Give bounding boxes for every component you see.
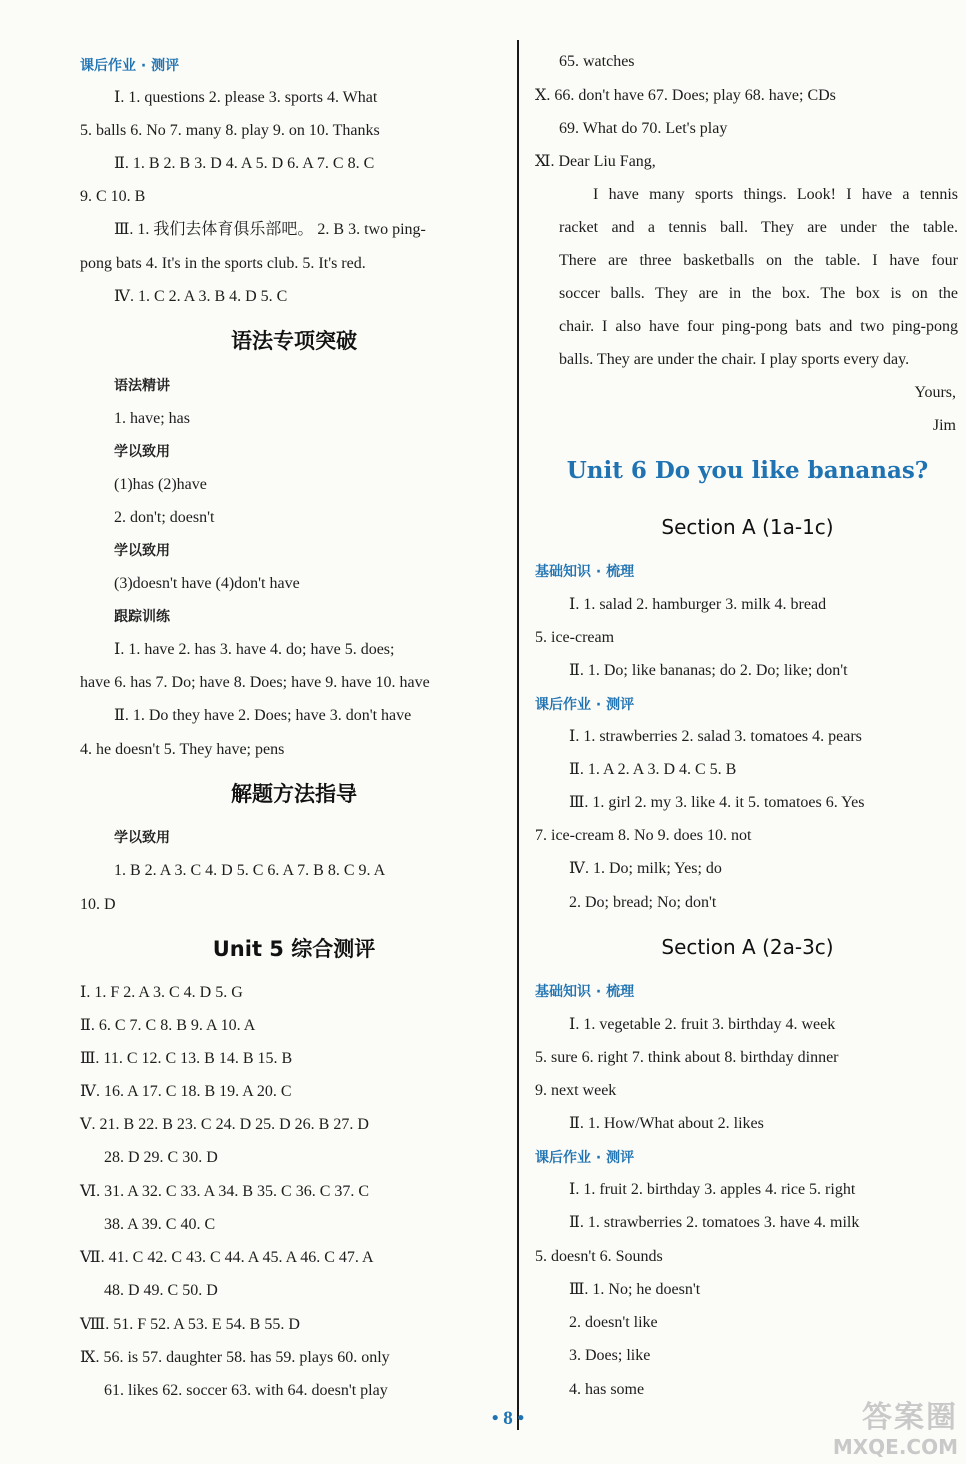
category-label: 课后作业 · 测评 — [535, 697, 635, 713]
answer-line: Ⅺ. Dear Liu Fang, — [535, 153, 656, 170]
answer-line: Ⅰ. 1. F 2. A 3. C 4. D 5. G — [80, 984, 243, 1001]
sub-heading: 学以致用 — [114, 543, 170, 559]
category-label: 课后作业 · 测评 — [535, 1150, 635, 1166]
letter-line: I have many sports things. Look! I have a tennis — [593, 186, 958, 203]
answer-line: 2. Do; bread; No; don't — [569, 894, 717, 911]
watermark-cn: 答案圈 — [862, 1400, 958, 1435]
category-label: 课后作业 · 测评 — [80, 58, 180, 74]
letter-closing: Yours, — [914, 384, 956, 401]
answer-line: Ⅳ. 16. A 17. C 18. B 19. A 20. C — [80, 1083, 292, 1100]
answer-line: 4. has some — [569, 1381, 645, 1398]
answer-line: have 6. has 7. Do; have 8. Does; have 9. have 10. have — [80, 674, 430, 691]
section-heading: Unit 5 综合测评 — [212, 937, 376, 961]
answer-line: 65. watches — [559, 53, 635, 70]
answer-line: Ⅸ. 56. is 57. daughter 58. has 59. plays 60. only — [80, 1349, 390, 1366]
letter-line: There are three basketballs on the table. I have four — [559, 252, 958, 269]
watermark-en: MXQE.COM — [832, 1435, 958, 1459]
answer-line: Ⅶ. 41. C 42. C 43. C 44. A 45. A 46. C 47. A — [80, 1249, 374, 1266]
answer-line: 28. D 29. C 30. D — [104, 1149, 218, 1166]
answer-line: Ⅰ. 1. fruit 2. birthday 3. apples 4. rice 5. right — [569, 1181, 856, 1198]
unit-title: Unit 6 Do you like bananas? — [566, 457, 929, 484]
answer-line: 5. sure 6. right 7. think about 8. birthday dinner — [535, 1049, 839, 1066]
answer-line: (1)has (2)have — [114, 476, 207, 493]
answer-line: Ⅲ. 11. C 12. C 13. B 14. B 15. B — [80, 1050, 293, 1067]
letter-signature: Jim — [932, 417, 956, 434]
answer-line: Ⅱ. 1. Do they have 2. Does; have 3. don't have — [114, 707, 412, 724]
answer-line: 7. ice-cream 8. No 9. does 10. not — [535, 827, 752, 844]
category-label: 基础知识 · 梳理 — [535, 984, 635, 1000]
answer-line: Ⅰ. 1. salad 2. hamburger 3. milk 4. bread — [569, 596, 827, 613]
answer-line: 3. Does; like — [569, 1347, 651, 1364]
answer-line: Ⅳ. 1. C 2. A 3. B 4. D 5. C — [114, 288, 288, 305]
answer-line: pong bats 4. It's in the sports club. 5. It's red. — [80, 255, 366, 272]
answer-line: 5. balls 6. No 7. many 8. play 9. on 10. Thanks — [80, 122, 380, 139]
letter-line: chair. I also have four ping-pong bats and two ping-pong — [559, 318, 958, 335]
answer-line: 69. What do 70. Let's play — [559, 120, 728, 137]
sub-heading: 语法精讲 — [114, 378, 170, 394]
answer-line: 9. C 10. B — [80, 188, 146, 205]
letter-line: racket and a tennis ball. They are under the table. — [559, 219, 958, 236]
answer-line: 1. have; has — [114, 410, 190, 427]
answer-line: Ⅱ. 1. Do; like bananas; do 2. Do; like; don't — [569, 662, 848, 679]
answer-line: 2. doesn't like — [569, 1314, 658, 1331]
section-heading: 语法专项突破 — [231, 329, 357, 353]
page-number: • 8 • — [491, 1408, 525, 1429]
answer-line: 48. D 49. C 50. D — [104, 1282, 218, 1299]
answer-line: Ⅲ. 1. girl 2. my 3. like 4. it 5. tomatoes 6. Yes — [569, 794, 865, 811]
letter-line: soccer balls. They are in the box. The box is on the — [559, 285, 958, 302]
answer-line: Ⅰ. 1. have 2. has 3. have 4. do; have 5. does; — [114, 641, 395, 658]
answer-line: 2. don't; doesn't — [114, 509, 215, 526]
answer-line: 10. D — [80, 896, 116, 913]
answer-line: Ⅱ. 1. strawberries 2. tomatoes 3. have 4. milk — [569, 1214, 860, 1231]
watermark-logo — [788, 1400, 958, 1460]
answer-line: Ⅲ. 1. 我们去体育俱乐部吧。 2. B 3. two ping- — [114, 221, 426, 238]
category-label: 基础知识 · 梳理 — [535, 564, 635, 580]
answer-line: Ⅰ. 1. vegetable 2. fruit 3. birthday 4. week — [569, 1016, 836, 1033]
section-title: Section A (1a-1c) — [661, 515, 834, 539]
answer-line: 5. ice-cream — [535, 629, 615, 646]
answer-line: 38. A 39. C 40. C — [104, 1216, 216, 1233]
answer-line: (3)doesn't have (4)don't have — [114, 575, 300, 592]
answer-line: Ⅴ. 21. B 22. B 23. C 24. D 25. D 26. B 27. D — [80, 1116, 369, 1133]
answer-line: Ⅱ. 6. C 7. C 8. B 9. A 10. A — [80, 1017, 256, 1034]
page-number-value: 8 — [503, 1408, 513, 1429]
answer-line: Ⅵ. 31. A 32. C 33. A 34. B 35. C 36. C 37. C — [80, 1183, 370, 1200]
section-title: Section A (2a-3c) — [661, 935, 834, 959]
answer-line: 9. next week — [535, 1082, 617, 1099]
answer-line: Ⅱ. 1. A 2. A 3. D 4. C 5. B — [569, 761, 737, 778]
column-divider — [517, 40, 519, 1430]
sub-heading: 跟踪训练 — [114, 609, 170, 625]
answer-line: Ⅳ. 1. Do; milk; Yes; do — [569, 860, 722, 877]
sub-heading: 学以致用 — [114, 830, 170, 846]
letter-line: balls. They are under the chair. I play sports every day. — [559, 351, 910, 368]
answer-line: Ⅲ. 1. No; he doesn't — [569, 1281, 701, 1298]
answer-line: Ⅷ. 51. F 52. A 53. E 54. B 55. D — [80, 1316, 300, 1333]
answer-line: 61. likes 62. soccer 63. with 64. doesn't play — [104, 1382, 388, 1399]
answer-line: Ⅱ. 1. How/What about 2. likes — [569, 1115, 764, 1132]
answer-line: Ⅹ. 66. don't have 67. Does; play 68. have; CDs — [535, 87, 836, 104]
answer-line: 1. B 2. A 3. C 4. D 5. C 6. A 7. B 8. C 9. A — [114, 862, 386, 879]
answer-line: 5. doesn't 6. Sounds — [535, 1248, 663, 1265]
answer-line: Ⅱ. 1. B 2. B 3. D 4. A 5. D 6. A 7. C 8. C — [114, 155, 375, 172]
answer-line: Ⅰ. 1. strawberries 2. salad 3. tomatoes 4. pears — [569, 728, 862, 745]
sub-heading: 学以致用 — [114, 444, 170, 460]
answer-line: 4. he doesn't 5. They have; pens — [80, 741, 285, 758]
answer-line: Ⅰ. 1. questions 2. please 3. sports 4. What — [114, 89, 378, 106]
section-heading: 解题方法指导 — [231, 782, 357, 806]
